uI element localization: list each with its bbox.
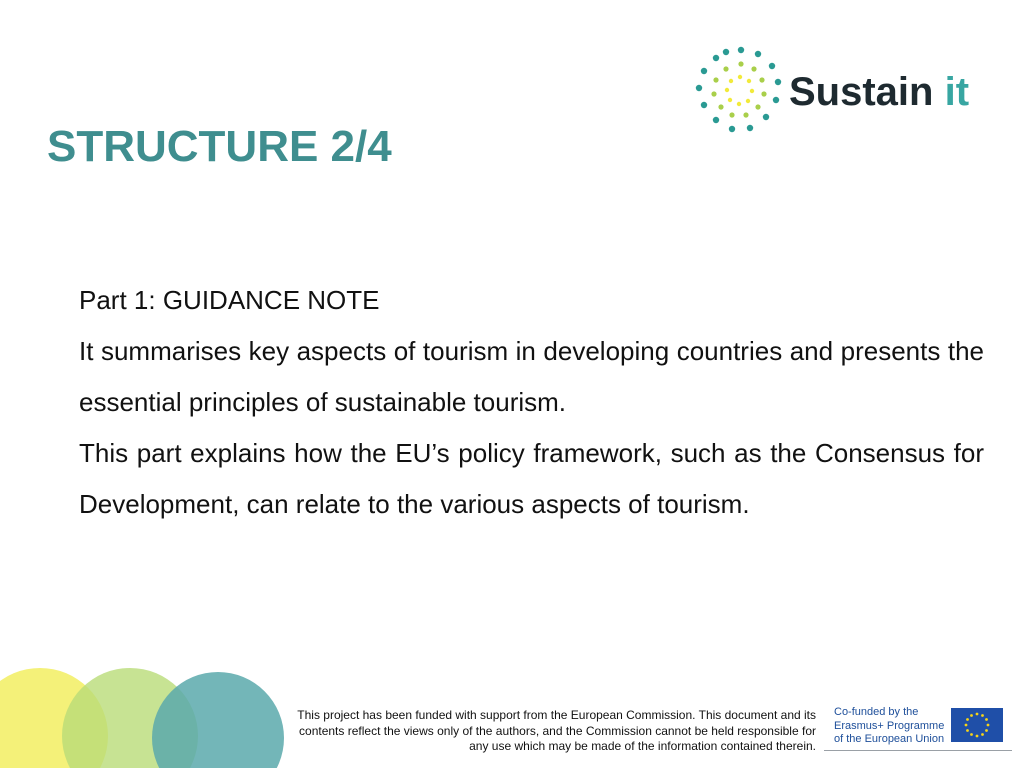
sustain-it-logo-dots-icon (692, 44, 792, 144)
logo-word-sustain: Sustain (789, 70, 934, 114)
slide-body (79, 280, 984, 530)
footer-divider (824, 750, 1012, 751)
cofunded-text: Co-funded by the Erasmus+ Programme of the European Union (834, 706, 945, 745)
funding-disclaimer: This project has been funded with support from the European Commission. This document and its contents reflect the views only of the authors, and the Commission cannot be held responsible for any use which may be made of the information contained therein. (297, 708, 816, 753)
paragraph-summary: It summarises key aspects of tourism in developing countries and presents the essential principles of sustainable tourism. (79, 336, 984, 417)
slide-title: STRUCTURE 2/4 (47, 122, 392, 171)
eu-flag-icon (951, 708, 1003, 742)
decorative-circles (0, 668, 300, 768)
logo-word-it: it (944, 70, 970, 114)
paragraph-policy: This part explains how the EU’s policy framework, such as the Consensus for Development, can relate to the various aspects of tourism. (79, 438, 984, 519)
part-heading: Part 1: GUIDANCE NOTE (79, 285, 380, 315)
logo-wordmark (789, 72, 969, 112)
logo (692, 44, 1002, 144)
